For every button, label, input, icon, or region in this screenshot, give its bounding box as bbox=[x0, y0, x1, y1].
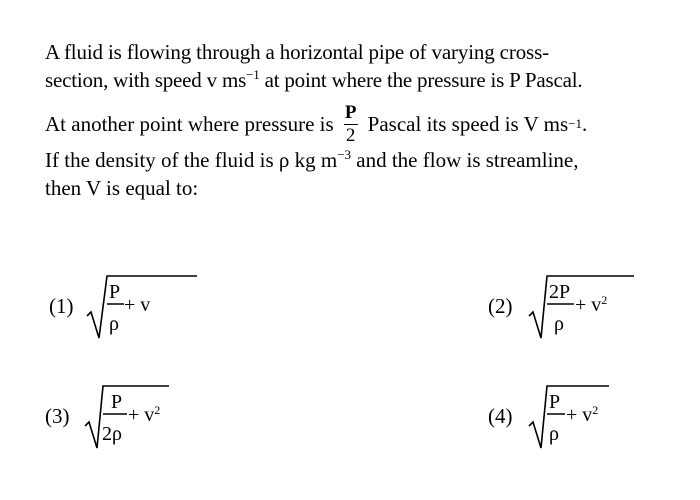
denominator: 2ρ bbox=[102, 423, 122, 445]
fraction-numerator: P bbox=[344, 101, 357, 123]
plus-v: + v bbox=[124, 294, 151, 316]
denominator: ρ bbox=[109, 313, 119, 335]
exponent: 2 bbox=[601, 293, 608, 307]
question-text bbox=[45, 38, 655, 202]
option-label: (2) bbox=[488, 294, 513, 318]
numerator: 2P bbox=[549, 281, 571, 303]
question-line-4 bbox=[45, 146, 655, 174]
question-line-5-text: then V is equal to: bbox=[45, 176, 199, 200]
fraction-denominator: 2 bbox=[345, 124, 356, 146]
speed-unit-exponent: −1 bbox=[246, 67, 260, 82]
density-exponent: −3 bbox=[337, 147, 352, 162]
exponent: 2 bbox=[154, 403, 161, 417]
plus-v: + v bbox=[566, 404, 593, 426]
option-label: (3) bbox=[45, 404, 70, 428]
second-speed-text: Pascal its speed is V ms bbox=[367, 112, 569, 136]
option-label: (4) bbox=[488, 404, 513, 428]
question-line-1 bbox=[45, 38, 655, 66]
question-line-2 bbox=[45, 66, 655, 94]
denominator: ρ bbox=[549, 423, 559, 445]
question-line-3: At another point where pressure is $\frac{P}{2}$ Pascal its speed is V ms −1 . bbox=[45, 101, 588, 146]
denominator: ρ bbox=[554, 313, 564, 335]
speed-text: section, with speed v ms bbox=[45, 68, 247, 92]
sqrt-expression bbox=[529, 392, 659, 452]
sqrt-expression bbox=[85, 392, 215, 452]
second-point-text: At another point where pressure is bbox=[45, 112, 334, 136]
exponent: 2 bbox=[592, 403, 599, 417]
numerator: P bbox=[111, 391, 123, 413]
streamline-text: and the flow is streamline, bbox=[351, 148, 579, 172]
period: . bbox=[582, 112, 588, 136]
numerator: P bbox=[549, 391, 561, 413]
pressure-fraction bbox=[344, 101, 358, 146]
plus-v: + v bbox=[128, 404, 155, 426]
numerator: P bbox=[109, 281, 121, 303]
pressure-text: at point where the pressure is P Pascal. bbox=[259, 68, 583, 92]
option-label: (1) bbox=[49, 294, 74, 318]
question-line-1-text: A fluid is flowing through a horizontal pipe of varying cross- bbox=[45, 40, 549, 64]
plus-v: + v bbox=[575, 294, 602, 316]
question-line-5 bbox=[45, 174, 655, 202]
sqrt-expression bbox=[87, 282, 207, 342]
sqrt-expression bbox=[529, 282, 659, 342]
density-text: If the density of the fluid is ρ kg m bbox=[45, 148, 338, 172]
